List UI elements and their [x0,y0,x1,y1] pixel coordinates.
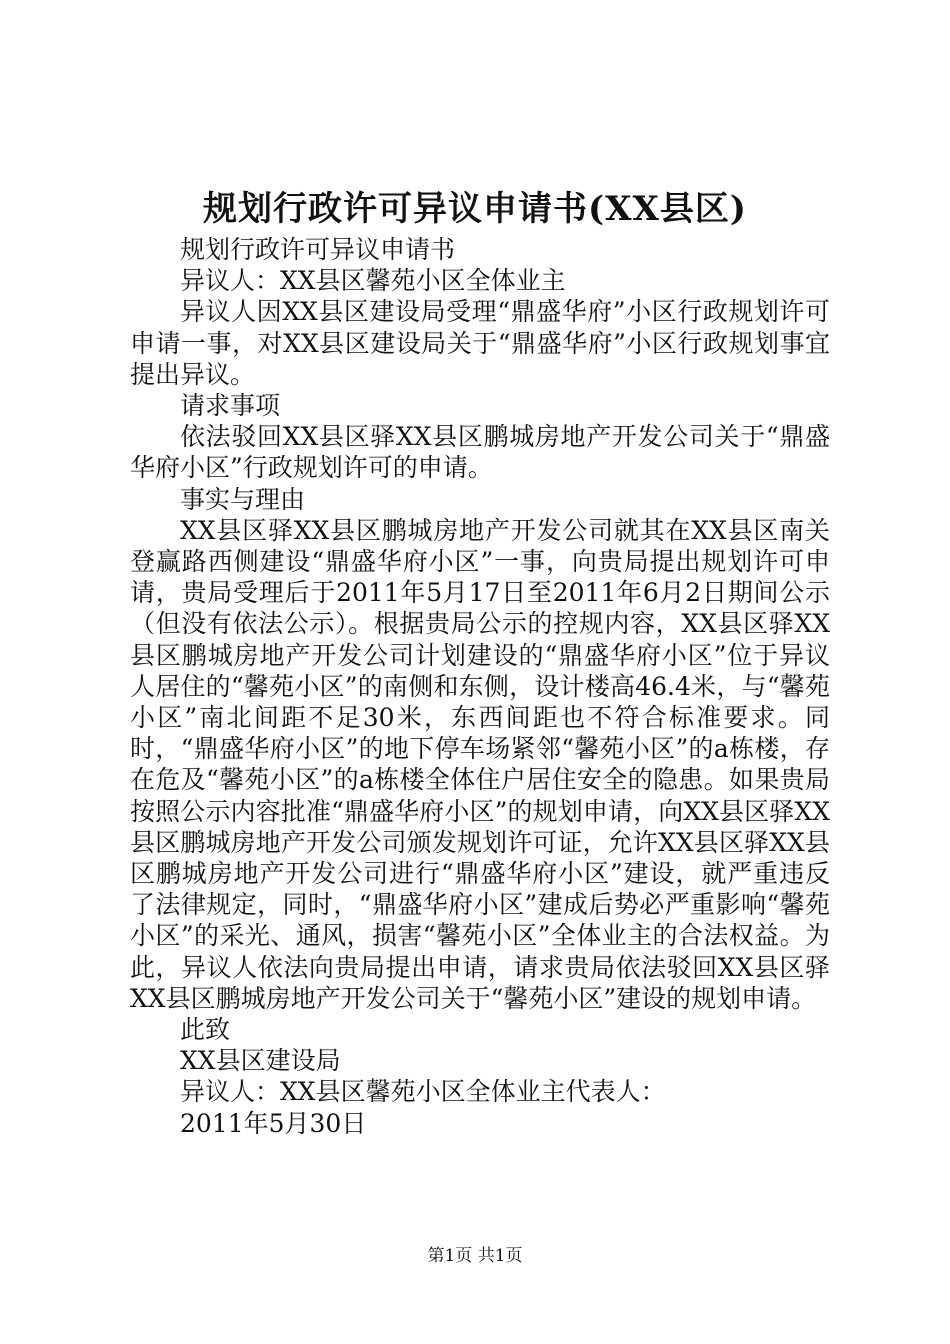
page-footer: 第1页 共1页 [427,1246,523,1266]
objector-paragraph: 异议人：XX县区馨苑小区全体业主 [180,266,566,296]
facts-paragraph: XX县区驿XX县区鹏城房地产开发公司就其在XX县区南关登赢路西侧建设“鼎盛华府小区”一事，向贵局提出规划许可申请，贵局受理后于2011年5月17日至2011年6月2日期间公示（但没有依法公示）。根据贵局公示的控规内容，XX县区驿XX县区鹏城房地产开发公司计划建设的“鼎盛华府小区”位于异议人居住的“馨苑小区”的南侧和东侧，设计楼高46.4米，与“馨苑小区”南北间距不足30米，东西间距也不符合标准要求。同时，“鼎盛华府小区”的地下停车场紧邻“馨苑小区”的a栋楼，存在危及“馨苑小区”的a栋楼全体住户居住安全的隐患。如果贵局按照公示内容批准“鼎盛华府小区”的规划申请，向XX县区驿XX县区鹏城房地产开发公司颁发规划许可证，允许XX县区驿XX县区鹏城房地产开发公司进行“鼎盛华府小区”建设，就严重违反了法律规定，同时，“鼎盛华府小区”建成后势必严重影响“馨苑小区”的采光、通风，损害“馨苑小区”全体业主的合法权益。为此，异议人依法向贵局提出申请，请求贵局依法驳回XX县区驿XX县区鹏城房地产开发公司关于“馨苑小区”建设的规划申请。 [130,515,830,1013]
document-title: 规划行政许可异议申请书(XX县区) [203,189,747,229]
salutation-paragraph: 此致 [180,1015,231,1045]
request-paragraph: 依法驳回XX县区驿XX县区鹏城房地产开发公司关于“鼎盛华府小区”行政规划许可的申请。 [130,422,830,483]
intro-paragraph: 异议人因XX县区建设局受理“鼎盛华府”小区行政规划许可申请一事，对XX县区建设局关于“鼎盛华府”小区行政规划事宜提出异议。 [130,297,830,389]
request-heading: 请求事项 [180,391,281,421]
facts-heading: 事实与理由 [180,484,306,514]
heading-paragraph: 规划行政许可异议申请书 [180,235,456,264]
document-body [130,234,830,1139]
signature-paragraph: 异议人：XX县区馨苑小区全体业主代表人： [180,1077,666,1107]
date-paragraph: 2011年5月30日 [180,1108,367,1138]
recipient-paragraph: XX县区建设局 [180,1046,341,1076]
